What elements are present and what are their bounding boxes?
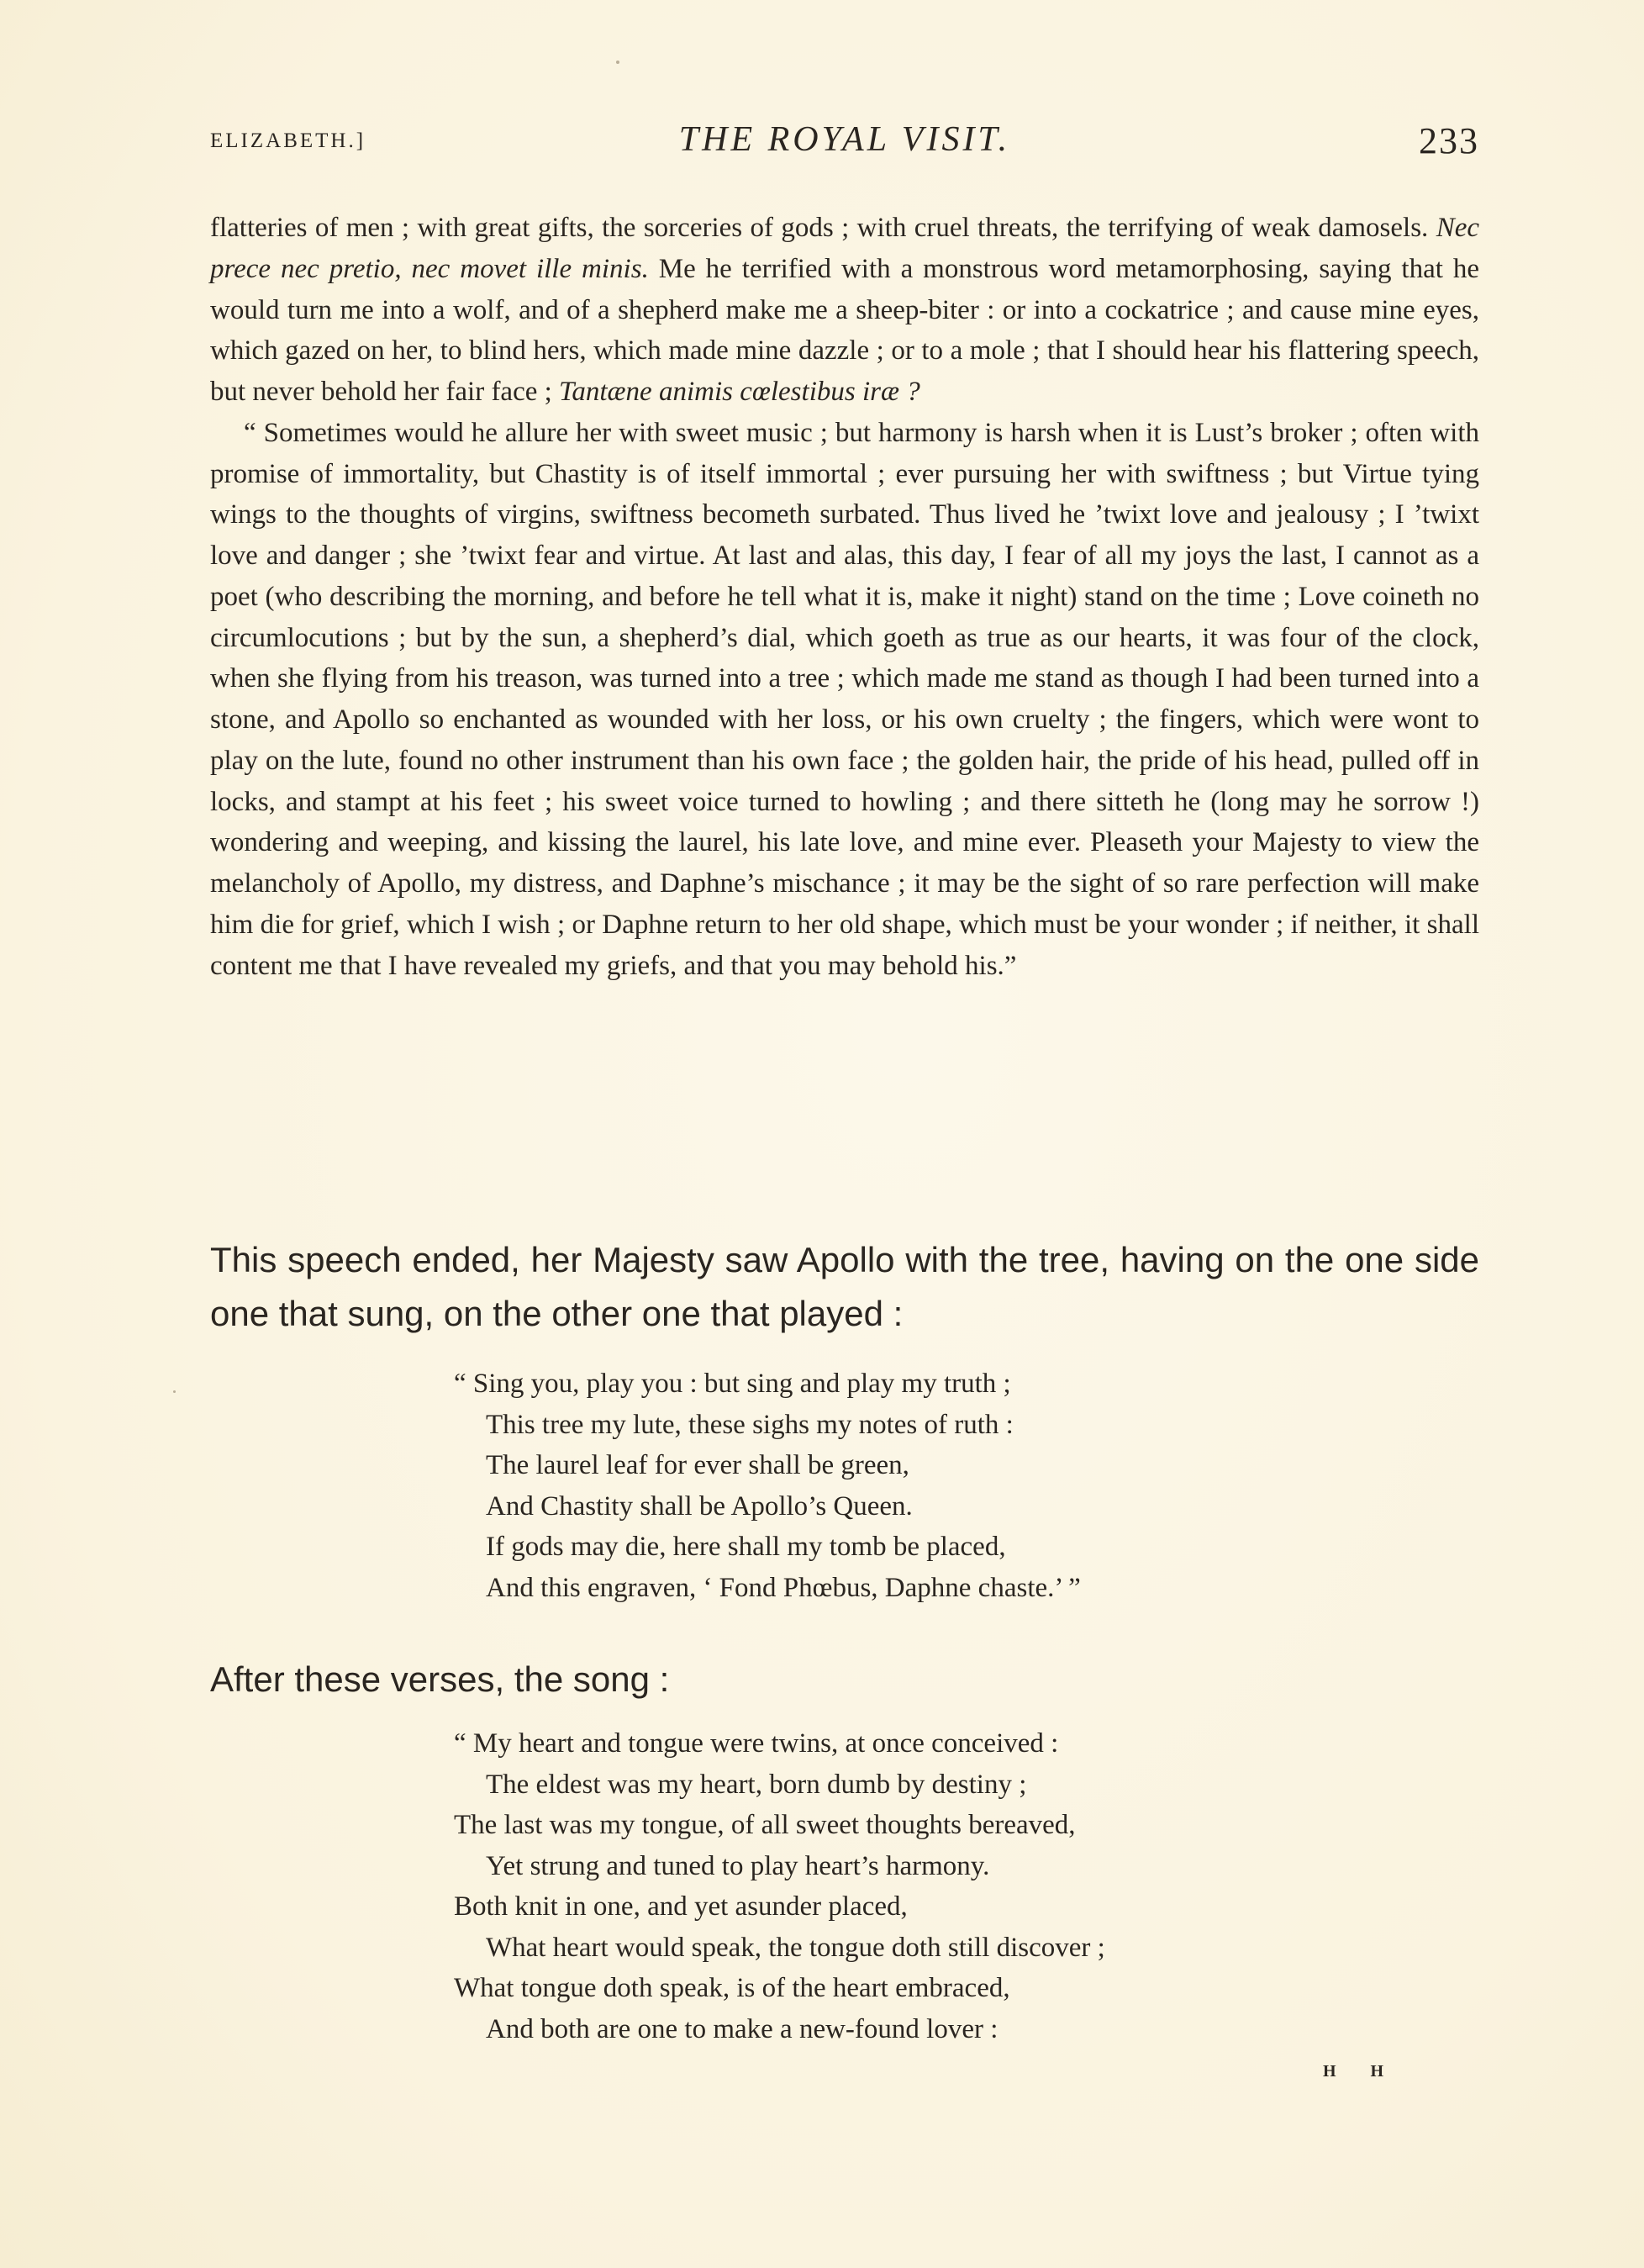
song-line: And both are one to make a new-found lover : bbox=[486, 2013, 999, 2044]
paragraph-1 bbox=[210, 208, 1479, 413]
narration-speech-ended: This speech ended, her Majesty saw Apollo with the tree, having on the one side one that sung, on the other one that played : bbox=[210, 1240, 1479, 1333]
narration-song-intro: After these verses, the song : bbox=[210, 1659, 670, 1699]
latin-quote-1: Nec prece nec pretio, nec movet ille minis. bbox=[210, 213, 1479, 284]
paper-speck bbox=[616, 61, 619, 64]
page-title: THE ROYAL VISIT. bbox=[678, 120, 1011, 159]
verse-line: The laurel leaf for ever shall be green, bbox=[486, 1450, 909, 1480]
song-verse bbox=[454, 1723, 1378, 2049]
verse-apollo bbox=[454, 1363, 1378, 1608]
paragraph-1-text-b: Me he terrified with a monstrous word metamorphosing, saying that he would turn me into a wolf, and of a shepherd make me a sheep-biter : or into a cockatrice ; and cause mine eyes, which gazed on her, to blind hers, which made mine dazzle ; or to a mole ; that I should hear his flattering speech, but never behold her fair face ; bbox=[210, 253, 1479, 407]
song-line: What tongue doth speak, is of the heart embraced, bbox=[454, 1973, 1010, 2003]
paragraph-1-text-a: flatteries of men ; with great gifts, the sorceries of gods ; with cruel threats, the terrifying of weak damosels. bbox=[210, 213, 1436, 243]
section-label: ELIZABETH.] bbox=[210, 129, 366, 152]
song-line: “ My heart and tongue were twins, at once conceived : bbox=[454, 1728, 1059, 1759]
verse-line: If gods may die, here shall my tomb be placed, bbox=[486, 1532, 1006, 1562]
song-line: What heart would speak, the tongue doth still discover ; bbox=[486, 1932, 1105, 1963]
page-number: 233 bbox=[1419, 120, 1479, 161]
paragraph-2 bbox=[210, 413, 1479, 987]
song-line: The eldest was my heart, born dumb by destiny ; bbox=[486, 1769, 1027, 1800]
verse-line: And Chastity shall be Apollo’s Queen. bbox=[486, 1490, 913, 1522]
song-line: Yet strung and tuned to play heart’s harmony. bbox=[486, 1850, 990, 1881]
song-line: Both knit in one, and yet asunder placed, bbox=[454, 1891, 908, 1922]
verse-line: This tree my lute, these sighs my notes of ruth : bbox=[486, 1409, 1014, 1440]
verse-line: “ Sing you, play you : but sing and play my truth ; bbox=[454, 1369, 1011, 1399]
latin-quote-2: Tantæne animis cœlestibus iræ ? bbox=[559, 377, 920, 407]
paper-speck bbox=[173, 1390, 176, 1393]
paragraph-2-text: “ Sometimes would he allure her with sweet music ; but harmony is harsh when it is Lust’s broker ; often with promise of immortality, but Chastity is of itself immortal ; ever pursuing her with swiftness ; but Virtue tying wings to the thoughts of virgins, swiftness becometh surbated. Thus lived he ’twixt love and jealousy ; I ’twixt love and danger ; she ’twixt fear and virtue. At last and alas, this day, I fear of all my joys the last, I cannot as a poet (who describing the morning, and before he tell what it is, make it night) stand on the time ; Love coineth no circumlocutions ; but by the sun, a shepherd’s dial, which goeth as true as our hearts, it was four of the clock, when she flying from his treason, was turned into a tree ; which made me stand as though I had been turned into a stone, and Apollo so enchanted as wounded with her loss, or his own cruelty ; the fingers, which were wont to play on the lute, found no other instrument than his own face ; the golden hair, the pride of his head, pulled off in locks, and stampt at his feet ; his sweet voice turned to howling ; and there sitteth he (long may he sorrow !) wondering and weeping, and kissing the laurel, his late love, and mine ever. Pleaseth your Majesty to view the melancholy of Apollo, my distress, and Daphne’s mischance ; it may be the sight of so rare perfection will make him die for grief, which I wish ; or Daphne return to her old shape, which must be your wonder ; if neither, it shall content me that I have revealed my griefs, and that you may behold his.” bbox=[210, 417, 1479, 981]
prose-body bbox=[210, 208, 1479, 986]
running-header bbox=[210, 119, 1479, 166]
verse-line: And this engraven, ‘ Fond Phœbus, Daphne chaste.’ ” bbox=[486, 1572, 1081, 1603]
signature-mark: H H bbox=[1323, 2062, 1399, 2081]
song-line: The last was my tongue, of all sweet thoughts bereaved, bbox=[454, 1810, 1076, 1840]
